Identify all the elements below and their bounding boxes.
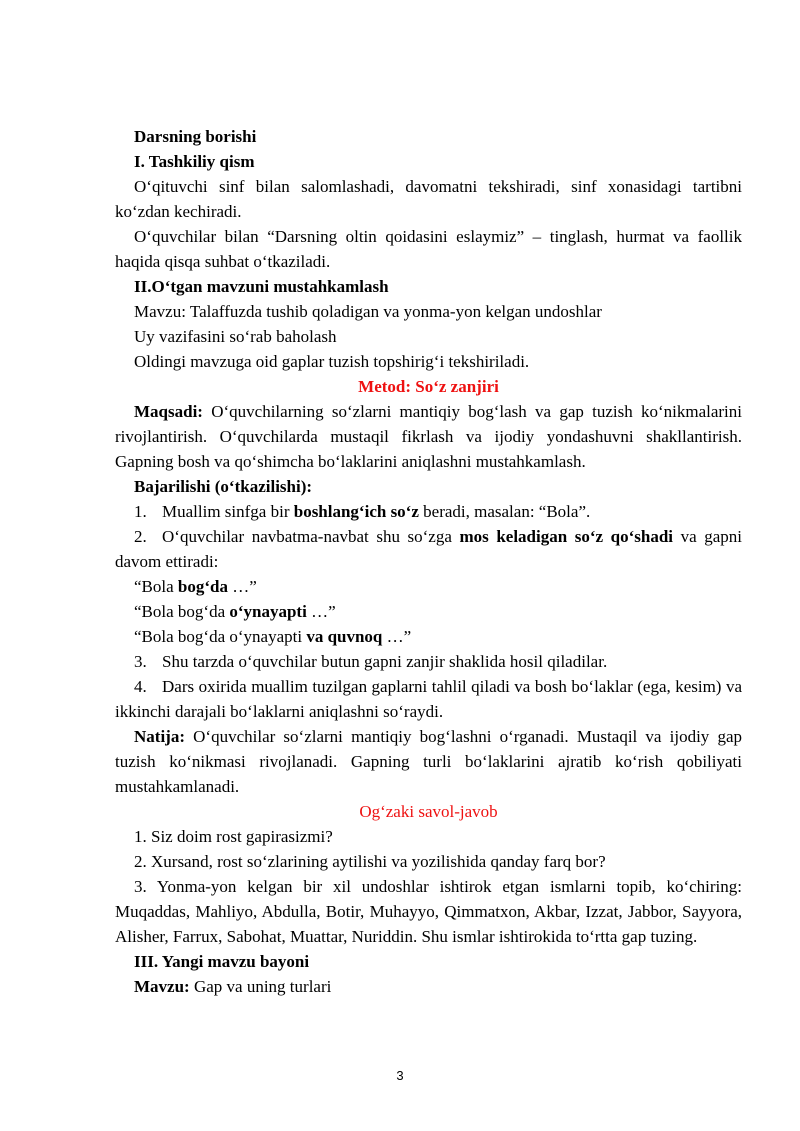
step-1-post: beradi, masalan: “Bola”. [418, 502, 591, 521]
result-text: O‘quvchilar so‘zlarni mantiqiy bog‘lashni o‘rganadi. Mustaqil va ijodiy gap tuzish ko‘nikmasi rivojlanadi. Gapning turli bo‘laklarini ajratib ko‘rish qobiliyati mustahkamlanadi. [115, 727, 742, 796]
step-2-number: 2. [134, 527, 147, 546]
method-title: Metod: So‘z zanjiri [358, 377, 499, 396]
step-4 [115, 674, 742, 724]
goal-label: Maqsadi: [134, 402, 203, 421]
section2-homework: Uy vazifasini so‘rab baholash [134, 327, 337, 346]
section2-title: II.O‘tgan mavzuni mustahkamlash [134, 277, 389, 296]
step-1 [115, 499, 742, 524]
example-3-pre: “Bola bog‘da o‘ynayapti [134, 627, 307, 646]
example-3 [115, 624, 742, 649]
example-3-bold: va quvnoq [306, 627, 383, 646]
oral-question-1: 1. Siz doim rost gapirasizmi? [134, 827, 333, 846]
step-2-post: va gapni davom ettiradi: [115, 527, 742, 571]
oral-question-3: 3. Yonma-yon kelgan bir xil undoshlar ishtirok etgan ismlarni topib, ko‘chiring: Muqaddas, Mahliyo, Abdulla, Botir, Muhayyo, Qimmatxon, Akbar, Izzat, Jabbor, Sayyora, Alisher, Farrux, Sabohat, Muattar, Nuriddin. Shu ismlar ishtirokida to‘rtta gap tuzing. [115, 877, 742, 946]
method-goal [115, 399, 742, 474]
procedure-label: Bajarilishi (o‘tkazilishi): [134, 477, 313, 496]
example-1-bold: bog‘da [177, 577, 228, 596]
topic-text: Gap va uning turlari [189, 977, 332, 996]
section3-topic [115, 974, 742, 999]
example-1-pre: “Bola [134, 577, 178, 596]
section2-check: Oldingi mavzuga oid gaplar tuzish topshirig‘i tekshiriladi. [134, 352, 530, 371]
method-result [115, 724, 742, 799]
step-3-number: 3. [134, 652, 147, 671]
oral-question-2: 2. Xursand, rost so‘zlarining aytilishi va yozilishida qanday farq bor? [134, 852, 606, 871]
result-label: Natija: [134, 727, 185, 746]
document-page [115, 124, 742, 999]
step-2-bold: mos keladigan so‘z qo‘shadi [459, 527, 674, 546]
step-3 [115, 649, 742, 674]
lesson-heading: Darsning borishi [134, 127, 257, 146]
example-3-post: …” [382, 627, 412, 646]
section3-title: III. Yangi mavzu bayoni [134, 952, 310, 971]
example-2-bold: o‘ynayapti [229, 602, 307, 621]
example-1 [115, 574, 742, 599]
example-1-post: …” [227, 577, 257, 596]
step-3-text: Shu tarzda o‘quvchilar butun gapni zanjir shaklida hosil qiladilar. [162, 652, 608, 671]
example-2 [115, 599, 742, 624]
step-1-pre: Muallim sinfga bir [162, 502, 294, 521]
step-2 [115, 524, 742, 574]
step-4-number: 4. [134, 677, 147, 696]
topic-label: Mavzu: [134, 977, 190, 996]
section1-title: I. Tashkiliy qism [134, 152, 255, 171]
section1-paragraph-2: O‘quvchilar bilan “Darsning oltin qoidasini eslaymiz” – tinglash, hurmat va faollik haqida qisqa suhbat o‘tkaziladi. [115, 227, 742, 271]
goal-text: O‘quvchilarning so‘zlarni mantiqiy bog‘lash va gap tuzish ko‘nikmalarini rivojlantirish. O‘quvchilarda mustaqil fikrlash va ijodiy yondashuvni shakllantirish. Gapning bosh va qo‘shimcha bo‘laklarini aniqlashni mustahkamlash. [115, 402, 742, 471]
step-4-text: Dars oxirida muallim tuzilgan gaplarni tahlil qiladi va bosh bo‘laklar (ega, kesim) va ikkinchi darajali bo‘laklarni aniqlashni so‘raydi. [115, 677, 742, 721]
example-2-pre: “Bola bog‘da [134, 602, 230, 621]
page-number: 3 [396, 1068, 404, 1083]
example-2-post: …” [306, 602, 336, 621]
section2-topic: Mavzu: Talaffuzda tushib qoladigan va yonma-yon kelgan undoshlar [134, 302, 602, 321]
step-1-number: 1. [134, 502, 147, 521]
step-1-bold: boshlang‘ich so‘z [293, 502, 419, 521]
section1-paragraph-1: O‘qituvchi sinf bilan salomlashadi, davomatni tekshiradi, sinf xonasidagi tartibni ko‘zdan kechiradi. [115, 177, 742, 221]
step-2-pre: O‘quvchilar navbatma-navbat shu so‘zga [162, 527, 460, 546]
oral-title: Og‘zaki savol-javob [359, 802, 498, 821]
